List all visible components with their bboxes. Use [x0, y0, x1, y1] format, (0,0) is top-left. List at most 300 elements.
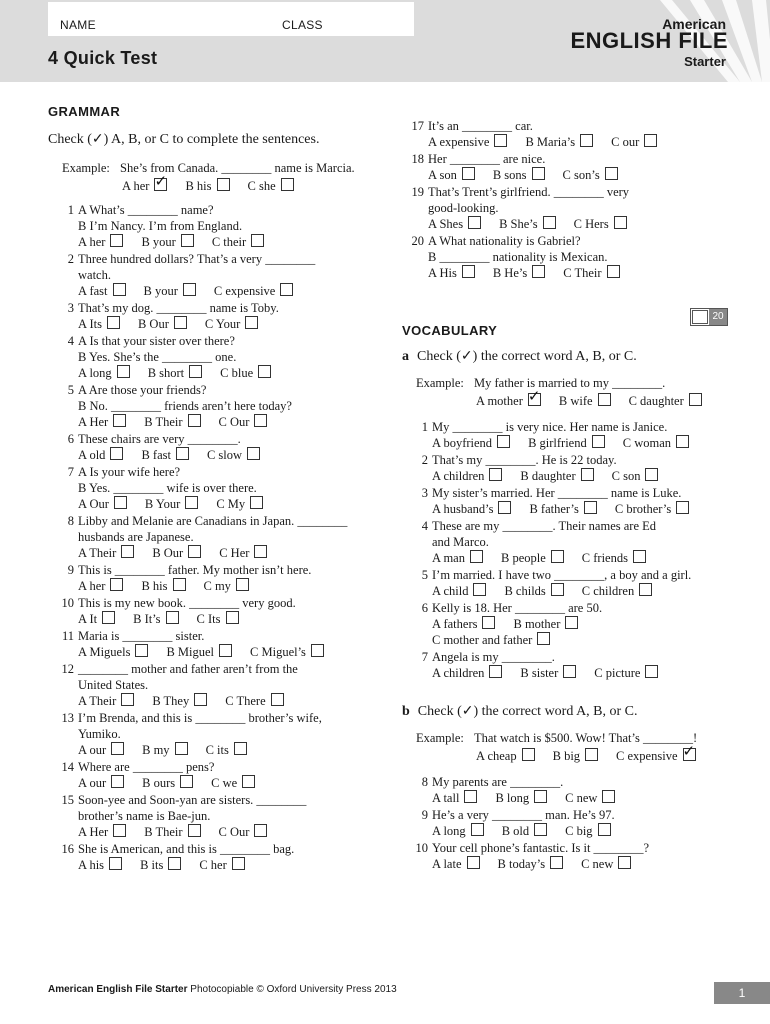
checkbox[interactable]: [109, 857, 122, 870]
vocabulary-subsection-instruction: [402, 348, 732, 365]
checkbox[interactable]: [247, 447, 260, 460]
answer-option[interactable]: [428, 135, 507, 149]
checkbox[interactable]: [117, 365, 130, 378]
answer-option[interactable]: [612, 469, 659, 483]
answer-options: [78, 775, 378, 791]
question-text: He’s a very ________ man. He’s 97.: [432, 808, 615, 822]
question: [48, 710, 378, 758]
option-label: A fathers: [432, 617, 478, 631]
question-text: These chairs are very ________.: [78, 432, 241, 446]
checkbox[interactable]: [676, 501, 689, 514]
checkbox[interactable]: [498, 501, 511, 514]
checkbox[interactable]: [102, 611, 115, 624]
answer-option[interactable]: [582, 551, 646, 565]
answer-option[interactable]: [78, 825, 126, 839]
answer-option[interactable]: [615, 502, 689, 516]
answer-option[interactable]: [78, 284, 126, 298]
question-number: 2: [67, 252, 74, 266]
checkbox[interactable]: [639, 583, 652, 596]
answer-option[interactable]: [145, 497, 198, 511]
checkbox[interactable]: [585, 748, 598, 761]
answer-option[interactable]: [78, 694, 134, 708]
checkbox[interactable]: [532, 167, 545, 180]
checkbox[interactable]: [602, 790, 615, 803]
answer-option[interactable]: [78, 776, 124, 790]
checkbox[interactable]: [242, 775, 255, 788]
checkbox[interactable]: [180, 775, 193, 788]
answer-options: [432, 823, 732, 839]
example-label: Example:: [416, 376, 464, 390]
answer-option[interactable]: [563, 266, 619, 280]
answer-option[interactable]: [152, 694, 207, 708]
checkbox[interactable]: [532, 265, 545, 278]
option-label: B your: [141, 235, 176, 249]
example: [402, 730, 732, 764]
example-text: She’s from Canada. ________ name is Marcia.: [120, 161, 355, 175]
answer-option[interactable]: [616, 749, 695, 763]
answer-option[interactable]: [199, 858, 244, 872]
checkbox[interactable]: [176, 447, 189, 460]
answer-option[interactable]: [78, 546, 134, 560]
question-number: 5: [421, 568, 428, 582]
checkbox[interactable]: [607, 265, 620, 278]
question-number: 6: [421, 601, 428, 615]
option-label: A our: [78, 743, 107, 757]
answer-option[interactable]: [250, 645, 324, 659]
answer-option[interactable]: [185, 179, 229, 193]
checkbox[interactable]: [226, 611, 239, 624]
checkbox[interactable]: [254, 414, 267, 427]
answer-option[interactable]: [528, 436, 605, 450]
answer-option[interactable]: [144, 284, 196, 298]
question-text: A Is your wife here?: [78, 465, 181, 479]
option-label: B sons: [492, 168, 527, 182]
answer-option[interactable]: [205, 317, 258, 331]
checkbox[interactable]: [110, 234, 123, 247]
answer-option[interactable]: [495, 791, 547, 805]
checkbox[interactable]: [598, 393, 611, 406]
answer-option[interactable]: [144, 415, 200, 429]
checkbox[interactable]: [584, 501, 597, 514]
checkbox[interactable]: [183, 283, 196, 296]
answer-option[interactable]: [78, 612, 115, 626]
checkbox[interactable]: [188, 824, 201, 837]
question: [48, 841, 378, 873]
answer-options: [78, 414, 378, 430]
answer-option[interactable]: [559, 394, 611, 408]
checkbox[interactable]: [188, 545, 201, 558]
checkbox[interactable]: [271, 693, 284, 706]
checkbox[interactable]: [471, 823, 484, 836]
answer-option[interactable]: [432, 791, 477, 805]
checkbox[interactable]: [254, 824, 267, 837]
checkbox[interactable]: [113, 824, 126, 837]
question-text: B Yes. ________ wife is over there.: [78, 481, 257, 495]
option-label: B She’s: [499, 217, 538, 231]
answer-option[interactable]: [219, 546, 267, 560]
answer-option[interactable]: [78, 448, 123, 462]
checkbox[interactable]: [464, 790, 477, 803]
answer-option[interactable]: [428, 217, 481, 231]
option-label: C she: [247, 179, 276, 193]
answer-option[interactable]: [582, 584, 652, 598]
checkbox[interactable]: [614, 216, 627, 229]
answer-option[interactable]: [499, 217, 556, 231]
question: [402, 600, 732, 648]
question-text: B Yes. She’s the ________ one.: [78, 350, 237, 364]
checkbox[interactable]: [236, 578, 249, 591]
checkbox[interactable]: [173, 578, 186, 591]
checkbox[interactable]: [462, 167, 475, 180]
answer-option[interactable]: [529, 502, 596, 516]
answer-option[interactable]: [78, 497, 127, 511]
answer-options: [432, 856, 732, 872]
checkbox[interactable]: [522, 748, 535, 761]
answer-option[interactable]: [432, 469, 502, 483]
answer-option[interactable]: [513, 617, 578, 631]
answer-option[interactable]: [78, 415, 126, 429]
answer-option[interactable]: [206, 743, 247, 757]
score-entry-box[interactable]: [692, 310, 708, 324]
answer-option[interactable]: [138, 317, 187, 331]
option-label: A tall: [432, 791, 460, 805]
checkbox[interactable]: [189, 365, 202, 378]
checkbox[interactable]: [645, 665, 658, 678]
option-label: B Miguel: [166, 645, 215, 659]
checkbox[interactable]: [580, 134, 593, 147]
answer-option[interactable]: [623, 436, 689, 450]
question-number: 1: [421, 420, 428, 434]
checkbox[interactable]: [537, 632, 550, 645]
checkbox[interactable]: [618, 856, 631, 869]
option-label: C slow: [206, 448, 243, 462]
question-number: 18: [411, 152, 424, 166]
option-label: A husband’s: [432, 502, 494, 516]
checked-checkbox[interactable]: [683, 748, 696, 761]
checkbox[interactable]: [251, 234, 264, 247]
answer-options: [432, 435, 732, 451]
example-options: [120, 178, 378, 194]
answer-option[interactable]: [248, 179, 294, 193]
answer-option[interactable]: [525, 135, 593, 149]
checkbox[interactable]: [258, 365, 271, 378]
option-label: C son’s: [562, 168, 600, 182]
option-label: B girlfriend: [528, 436, 587, 450]
question-text: B No. ________ friends aren’t here today?: [78, 399, 292, 413]
answer-option[interactable]: [432, 502, 511, 516]
answer-option[interactable]: [493, 266, 545, 280]
example-label: Example:: [62, 161, 110, 175]
answer-option[interactable]: [428, 266, 475, 280]
question-number: 16: [61, 842, 74, 856]
answer-option[interactable]: [219, 825, 268, 839]
answer-options: [122, 178, 378, 194]
option-label: B Their: [144, 415, 183, 429]
checkbox[interactable]: [107, 316, 120, 329]
checkbox[interactable]: [113, 283, 126, 296]
answer-option[interactable]: [432, 584, 486, 598]
checkbox[interactable]: [645, 468, 658, 481]
checkbox[interactable]: [110, 447, 123, 460]
option-label: A boyfriend: [432, 436, 493, 450]
option-label: A our: [78, 776, 107, 790]
checkbox[interactable]: [114, 496, 127, 509]
answer-option[interactable]: [152, 546, 201, 560]
option-label: C our: [611, 135, 640, 149]
answer-options: [432, 468, 732, 484]
checkbox[interactable]: [194, 693, 207, 706]
answer-option[interactable]: [498, 857, 564, 871]
answer-options: [432, 501, 732, 517]
option-label: C woman: [622, 436, 671, 450]
answer-option[interactable]: [197, 612, 239, 626]
answer-option[interactable]: [432, 551, 483, 565]
answer-option[interactable]: [594, 666, 658, 680]
answer-option[interactable]: [476, 749, 535, 763]
answer-option[interactable]: [78, 317, 120, 331]
answer-option[interactable]: [504, 584, 563, 598]
answer-options: [78, 316, 378, 332]
option-label: C expensive: [616, 749, 678, 763]
question: [48, 513, 378, 561]
checkbox[interactable]: [543, 216, 556, 229]
answer-option[interactable]: [432, 617, 495, 631]
option-label: A Her: [78, 415, 109, 429]
checkbox[interactable]: [185, 496, 198, 509]
checkbox[interactable]: [113, 414, 126, 427]
checkbox[interactable]: [467, 856, 480, 869]
answer-option[interactable]: [78, 235, 123, 249]
option-label: A her: [78, 235, 106, 249]
answer-option[interactable]: [207, 448, 260, 462]
checkbox[interactable]: [592, 435, 605, 448]
checkbox[interactable]: [121, 693, 134, 706]
question-text: and Marco.: [432, 535, 489, 549]
answer-option[interactable]: [574, 217, 627, 231]
answer-option[interactable]: [204, 579, 249, 593]
checkbox[interactable]: [219, 644, 232, 657]
checkbox[interactable]: [494, 134, 507, 147]
checkbox[interactable]: [644, 134, 657, 147]
answer-option[interactable]: [432, 666, 502, 680]
answer-option[interactable]: [122, 179, 167, 193]
checkbox[interactable]: [110, 578, 123, 591]
vocabulary-subsection-instruction: [402, 703, 732, 720]
answer-option[interactable]: [140, 858, 181, 872]
answer-option[interactable]: [144, 825, 200, 839]
question-text: B ________ nationality is Mexican.: [428, 250, 608, 264]
checkbox[interactable]: [534, 790, 547, 803]
checkbox[interactable]: [280, 283, 293, 296]
option-label: A Their: [78, 546, 117, 560]
checkbox[interactable]: [174, 316, 187, 329]
checkbox[interactable]: [598, 823, 611, 836]
answer-option[interactable]: [141, 235, 193, 249]
checkbox[interactable]: [489, 468, 502, 481]
checkbox[interactable]: [482, 616, 495, 629]
checkbox[interactable]: [188, 414, 201, 427]
question: [402, 419, 732, 451]
checkbox[interactable]: [111, 742, 124, 755]
question: [48, 202, 378, 250]
checkbox[interactable]: [232, 857, 245, 870]
answer-options: [78, 742, 378, 758]
checkbox[interactable]: [605, 167, 618, 180]
question-text: Maria is ________ sister.: [78, 629, 205, 643]
option-label: B Maria’s: [525, 135, 576, 149]
checkbox[interactable]: [234, 742, 247, 755]
answer-option[interactable]: [629, 394, 702, 408]
answer-option[interactable]: [78, 645, 148, 659]
answer-option[interactable]: [565, 791, 615, 805]
option-label: C Their: [563, 266, 602, 280]
checkbox[interactable]: [633, 550, 646, 563]
option-label: A man: [432, 551, 465, 565]
answer-option[interactable]: [432, 436, 510, 450]
answer-option[interactable]: [214, 284, 293, 298]
question-text: Where are ________ pens?: [78, 760, 215, 774]
answer-option[interactable]: [553, 749, 598, 763]
checkbox[interactable]: [121, 545, 134, 558]
checkbox[interactable]: [470, 550, 483, 563]
answer-option[interactable]: [212, 235, 264, 249]
answer-option[interactable]: [432, 824, 484, 838]
answer-option[interactable]: [142, 776, 193, 790]
checkbox[interactable]: [254, 545, 267, 558]
checkbox[interactable]: [551, 583, 564, 596]
checkbox[interactable]: [111, 775, 124, 788]
question-text: Kelly is 18. Her ________ are 50.: [432, 601, 603, 615]
checkbox[interactable]: [551, 550, 564, 563]
checkbox[interactable]: [563, 665, 576, 678]
option-label: B wife: [558, 394, 593, 408]
answer-option[interactable]: [78, 366, 130, 380]
answer-options: [78, 365, 378, 381]
option-label: A child: [432, 584, 469, 598]
question-number: 11: [61, 629, 74, 643]
option-label: C big: [565, 824, 593, 838]
answer-option[interactable]: [148, 366, 202, 380]
answer-option[interactable]: [78, 743, 124, 757]
answer-option[interactable]: [432, 857, 480, 871]
option-label: C friends: [581, 551, 628, 565]
question: [48, 300, 378, 332]
example-text: My father is married to my ________.: [474, 376, 666, 390]
checkbox[interactable]: [175, 742, 188, 755]
checkbox[interactable]: [468, 216, 481, 229]
checkbox[interactable]: [550, 856, 563, 869]
option-label: B fast: [141, 448, 171, 462]
answer-option[interactable]: [78, 579, 123, 593]
checked-checkbox[interactable]: [528, 393, 541, 406]
question-text: A Are those your friends?: [78, 383, 207, 397]
answer-option[interactable]: [211, 776, 255, 790]
option-label: C Our: [218, 415, 250, 429]
option-label: C Its: [196, 612, 221, 626]
answer-option[interactable]: [142, 743, 187, 757]
answer-option[interactable]: [520, 469, 593, 483]
option-label: B They: [152, 694, 190, 708]
name-label: NAME: [60, 18, 96, 32]
question: [398, 184, 732, 232]
checkbox[interactable]: [497, 435, 510, 448]
checkbox[interactable]: [166, 611, 179, 624]
checkbox[interactable]: [473, 583, 486, 596]
checked-checkbox[interactable]: [154, 178, 167, 191]
checkbox[interactable]: [462, 265, 475, 278]
question-number: 14: [61, 760, 74, 774]
checkbox[interactable]: [250, 496, 263, 509]
checkbox[interactable]: [181, 234, 194, 247]
option-label: C new: [581, 857, 614, 871]
checkbox[interactable]: [689, 393, 702, 406]
answer-option[interactable]: [216, 497, 263, 511]
answer-option[interactable]: [225, 694, 283, 708]
answer-option[interactable]: [219, 415, 268, 429]
example-options: [474, 393, 732, 409]
checkbox[interactable]: [168, 857, 181, 870]
checkbox[interactable]: [676, 435, 689, 448]
answer-option[interactable]: [520, 666, 576, 680]
option-label: A children: [432, 666, 485, 680]
answer-option[interactable]: [78, 858, 122, 872]
question-number: 1: [67, 203, 74, 217]
option-label: A Its: [78, 317, 102, 331]
answer-option[interactable]: [493, 168, 545, 182]
answer-option[interactable]: [565, 824, 610, 838]
option-label: C her: [199, 858, 227, 872]
option-label: B Their: [144, 825, 183, 839]
answer-option[interactable]: [141, 579, 185, 593]
answer-option[interactable]: [133, 612, 178, 626]
question: [48, 628, 378, 660]
checkbox[interactable]: [565, 616, 578, 629]
checkbox[interactable]: [217, 178, 230, 191]
answer-option[interactable]: [166, 645, 232, 659]
answer-option[interactable]: [502, 824, 547, 838]
checkbox[interactable]: [245, 316, 258, 329]
answer-option[interactable]: [563, 168, 618, 182]
answer-options: [432, 583, 732, 599]
answer-option[interactable]: [428, 168, 475, 182]
question: [402, 518, 732, 566]
checkbox[interactable]: [489, 665, 502, 678]
answer-option[interactable]: [581, 857, 631, 871]
answer-option[interactable]: [476, 394, 541, 408]
answer-option[interactable]: [141, 448, 189, 462]
checkbox[interactable]: [135, 644, 148, 657]
answer-option[interactable]: [220, 366, 271, 380]
name-class-box: [48, 2, 414, 36]
checkbox[interactable]: [281, 178, 294, 191]
option-label: C picture: [594, 666, 641, 680]
class-label: CLASS: [282, 18, 323, 32]
option-label: B its: [140, 858, 164, 872]
option-label: B daughter: [520, 469, 576, 483]
page-number: 1: [714, 982, 770, 1004]
checkbox[interactable]: [581, 468, 594, 481]
answer-option[interactable]: [501, 551, 564, 565]
option-label: C we: [211, 776, 238, 790]
checkbox[interactable]: [311, 644, 324, 657]
option-label: B his: [185, 179, 212, 193]
question: [48, 251, 378, 299]
page-title: 4 Quick Test: [48, 48, 158, 68]
answer-option[interactable]: [432, 633, 550, 647]
checkbox[interactable]: [534, 823, 547, 836]
answer-option[interactable]: [611, 135, 657, 149]
option-label: A old: [78, 448, 106, 462]
